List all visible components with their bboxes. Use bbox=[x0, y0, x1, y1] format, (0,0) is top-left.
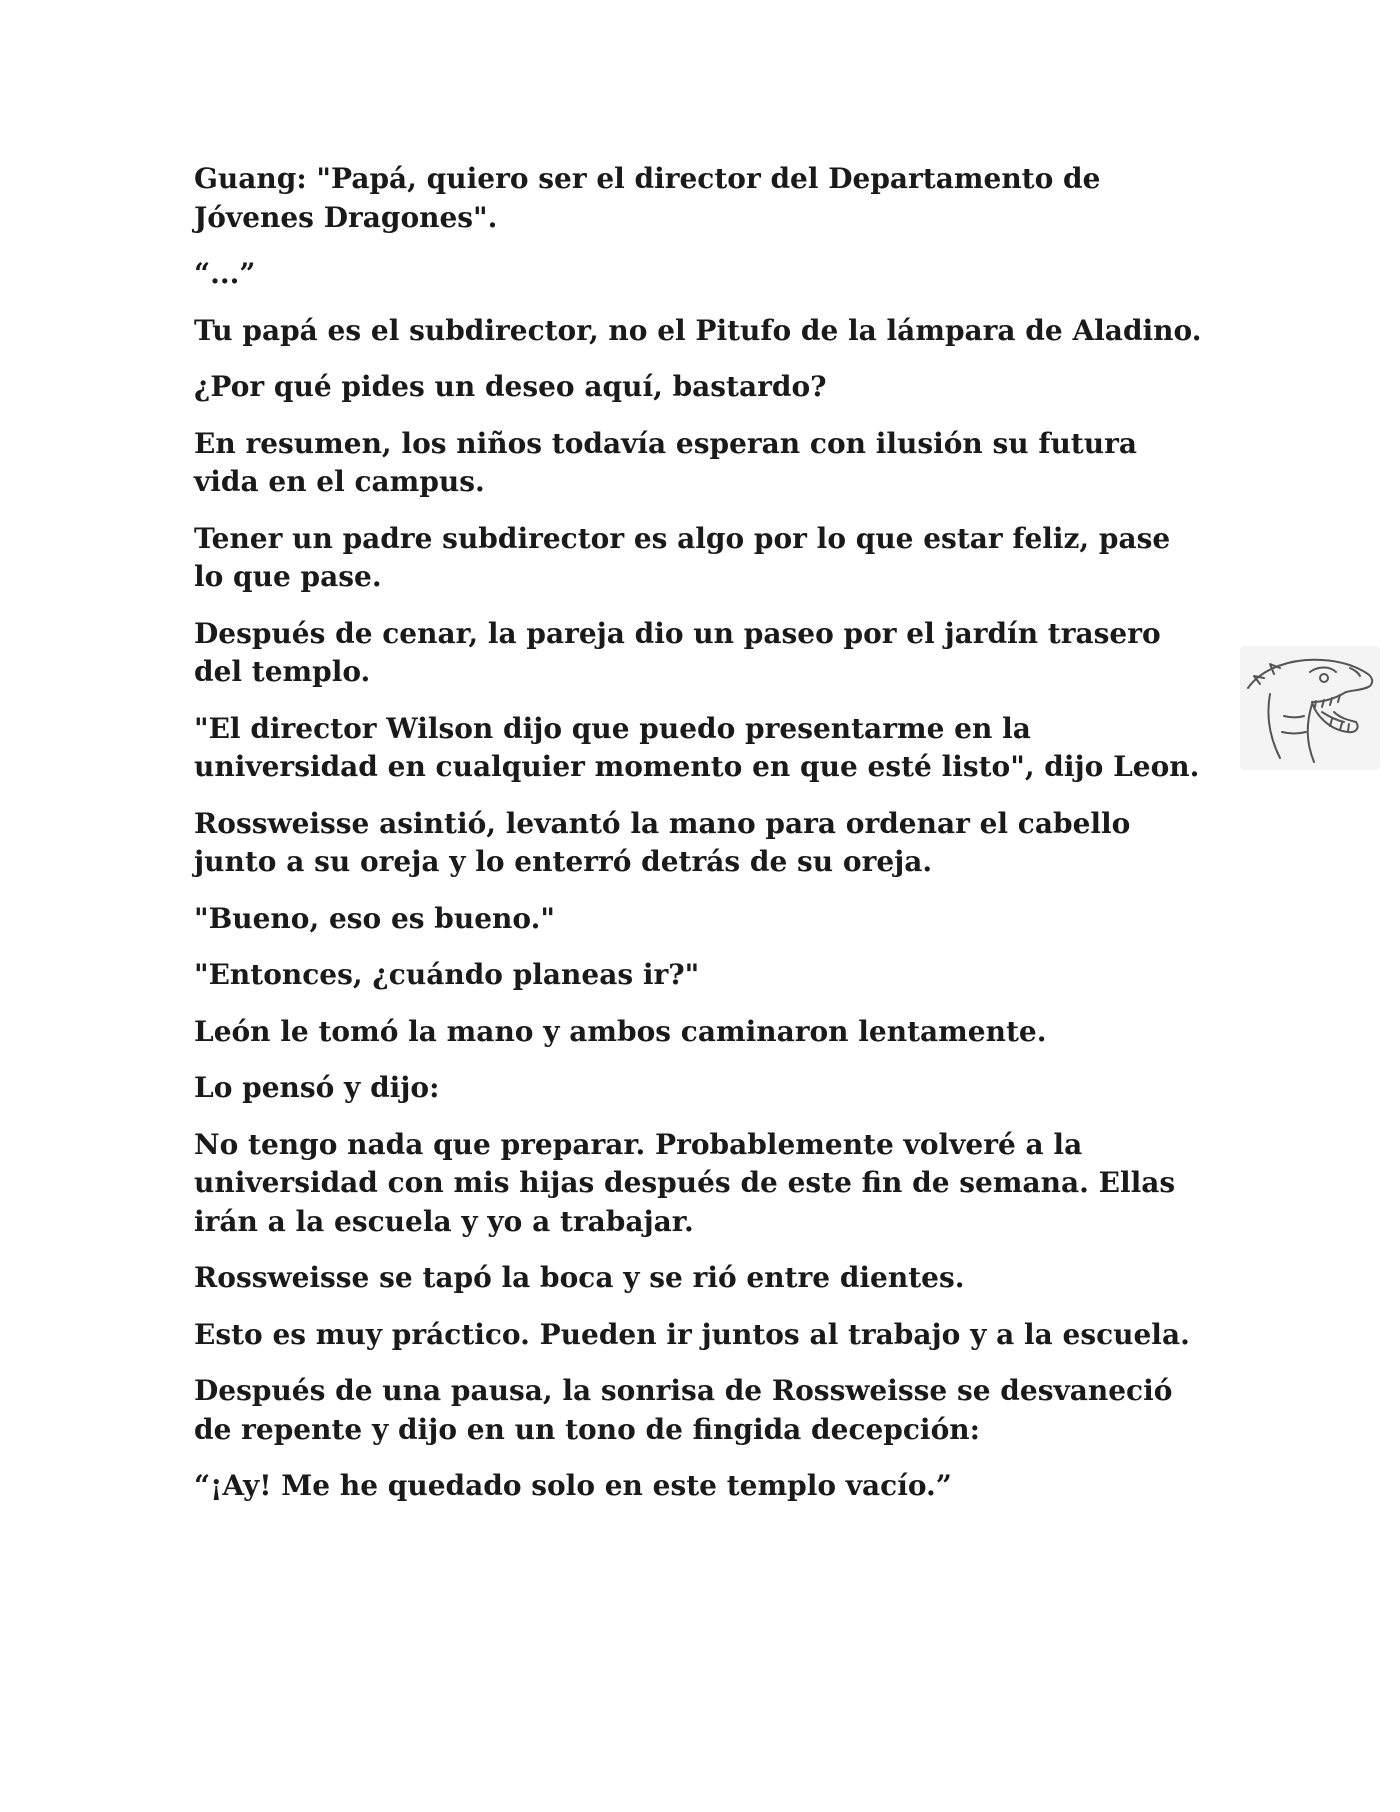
paragraph: Tu papá es el subdirector, no el Pitufo de la lámpara de Aladino. bbox=[194, 313, 1202, 347]
paragraph: “¡Ay! Me he quedado solo en este templo vacío.” bbox=[194, 1469, 952, 1502]
paragraph: ¿Por qué pides un deseo aquí, bastardo? bbox=[194, 370, 827, 403]
paragraph: En resumen, los niños todavía esperan con ilusión su futura vida en el campus. bbox=[194, 426, 1137, 498]
paragraph: Después de una pausa, la sonrisa de Rossweisse se desvaneció de repente y dijo en un tono de fingida decepción: bbox=[194, 1374, 1173, 1446]
paragraph: "Entonces, ¿cuándo planeas ir?" bbox=[194, 958, 700, 991]
paragraph: “...” bbox=[194, 257, 256, 290]
paragraph: Después de cenar, la pareja dio un paseo por el jardín trasero del templo. bbox=[194, 616, 1161, 688]
paragraph: Rossweisse asintió, levantó la mano para ordenar el cabello junto a su oreja y lo enterró detrás de su oreja. bbox=[194, 806, 1131, 878]
paragraph: "Bueno, eso es bueno." bbox=[194, 901, 555, 935]
paragraph: Lo pensó y dijo: bbox=[194, 1071, 440, 1104]
paragraph: Tener un padre subdirector es algo por lo que estar feliz, pase lo que pase. bbox=[194, 521, 1171, 593]
paragraph: Guang: "Papá, quiero ser el director del Departamento de Jóvenes Dragones". bbox=[194, 162, 1101, 234]
paragraph: "El director Wilson dijo que puedo presentarme en la universidad en cualquier momento en que esté listo", dijo Leon. bbox=[194, 711, 1200, 783]
paragraph: No tengo nada que preparar. Probablemente volveré a la universidad con mis hijas después de este fin de semana. Ellas irán a la escuela y yo a trabajar. bbox=[194, 1127, 1176, 1238]
dinosaur-head-icon bbox=[1240, 646, 1380, 770]
paragraph: Esto es muy práctico. Pueden ir juntos al trabajo y a la escuela. bbox=[194, 1317, 1190, 1351]
paragraph: León le tomó la mano y ambos caminaron lentamente. bbox=[194, 1014, 1047, 1048]
paragraph: Rossweisse se tapó la boca y se rió entre dientes. bbox=[194, 1261, 965, 1294]
text-column bbox=[194, 160, 1204, 1524]
